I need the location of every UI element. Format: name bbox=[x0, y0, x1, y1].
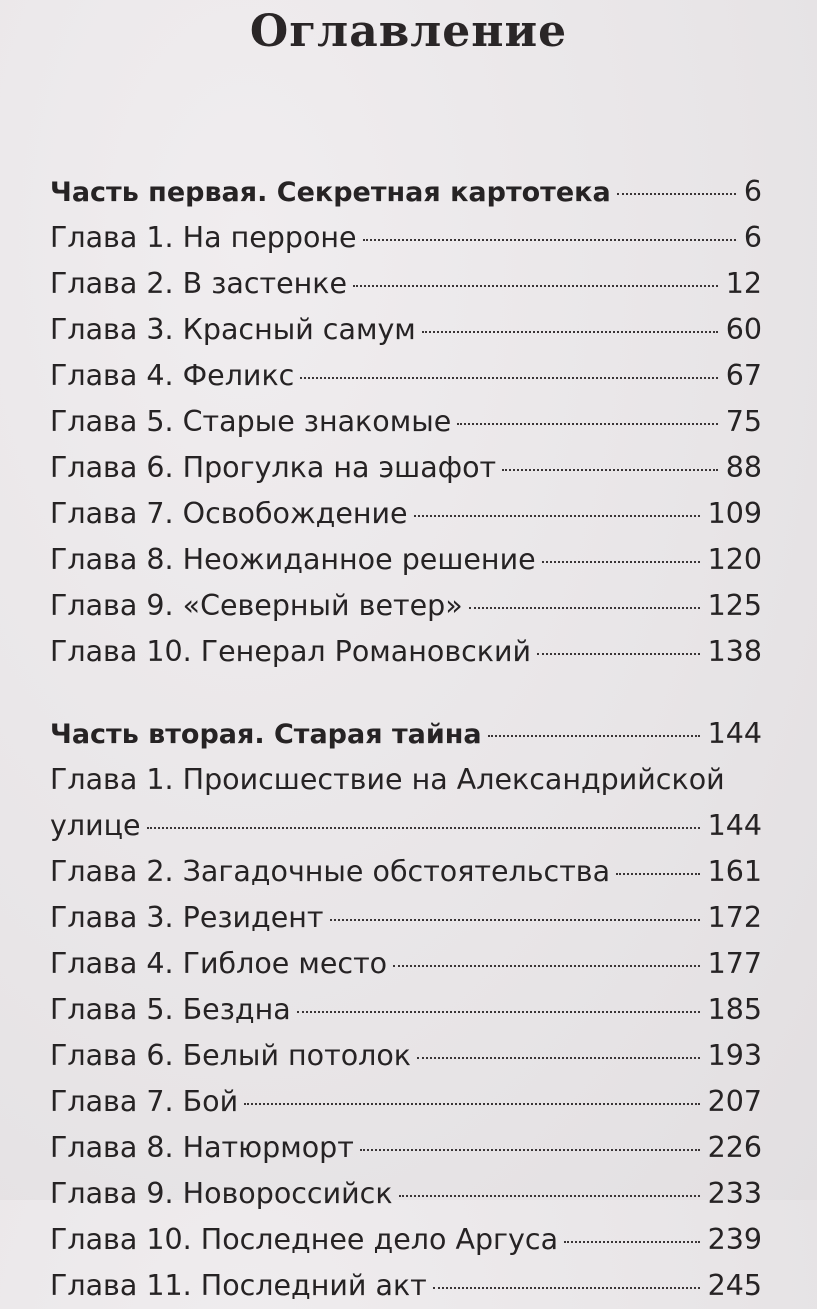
page-number: 75 bbox=[725, 405, 762, 438]
chapter-title: Глава 10. Последнее дело Аргуса bbox=[50, 1223, 559, 1256]
chapter-title: Глава 9. «Северный ветер» bbox=[50, 589, 463, 622]
toc-entry bbox=[50, 1079, 762, 1125]
page-number: 226 bbox=[707, 1131, 762, 1164]
page-title: Оглавление bbox=[249, 6, 568, 57]
chapter-title: Глава 11. Последний акт bbox=[50, 1269, 427, 1302]
toc-part-heading bbox=[50, 711, 762, 757]
dot-leader bbox=[469, 607, 700, 609]
toc-entry bbox=[50, 1125, 762, 1171]
dot-leader bbox=[488, 735, 700, 737]
page-number: 120 bbox=[707, 543, 762, 576]
page-number: 239 bbox=[707, 1223, 762, 1256]
chapter-title: Глава 4. Гиблое место bbox=[50, 947, 388, 980]
toc-entry bbox=[50, 583, 762, 629]
dot-leader bbox=[363, 239, 736, 241]
dot-leader bbox=[399, 1195, 700, 1197]
chapter-title: Глава 3. Резидент bbox=[50, 901, 324, 934]
dot-leader bbox=[457, 423, 718, 425]
page-number: 67 bbox=[725, 359, 762, 392]
dot-leader bbox=[300, 377, 717, 379]
page-number: 125 bbox=[707, 589, 762, 622]
toc-entry bbox=[50, 445, 762, 491]
toc-entry bbox=[50, 803, 762, 849]
toc-entry bbox=[50, 1263, 762, 1309]
page-number: 144 bbox=[707, 809, 762, 842]
toc-part-heading bbox=[50, 169, 762, 215]
toc-entry bbox=[50, 537, 762, 583]
dot-leader bbox=[244, 1103, 699, 1105]
chapter-title: Глава 2. В застенке bbox=[50, 267, 348, 300]
section-spacer bbox=[50, 675, 762, 711]
chapter-title: Глава 7. Освобождение bbox=[50, 497, 408, 530]
dot-leader bbox=[502, 469, 718, 471]
dot-leader bbox=[564, 1241, 700, 1243]
toc-entry bbox=[50, 895, 762, 941]
chapter-title: Глава 8. Натюрморт bbox=[50, 1131, 354, 1164]
toc-entry bbox=[50, 399, 762, 445]
toc-entry bbox=[50, 491, 762, 537]
dot-leader bbox=[297, 1011, 700, 1013]
toc-entry bbox=[50, 353, 762, 399]
dot-leader bbox=[414, 515, 700, 517]
chapter-title: Глава 2. Загадочные обстоятельства bbox=[50, 855, 611, 888]
part-title: Часть первая. Секретная картотека bbox=[50, 177, 611, 208]
dot-leader bbox=[537, 653, 700, 655]
chapter-title: Глава 9. Новороссийск bbox=[50, 1177, 393, 1210]
chapter-title: Глава 5. Бездна bbox=[50, 993, 291, 1026]
page-number: 161 bbox=[707, 855, 762, 888]
toc-entry bbox=[50, 941, 762, 987]
toc-entry bbox=[50, 987, 762, 1033]
dot-leader bbox=[393, 965, 699, 967]
toc-entry bbox=[50, 307, 762, 353]
page-number: 172 bbox=[707, 901, 762, 934]
toc-entry bbox=[50, 1217, 762, 1263]
chapter-title: Глава 8. Неожиданное решение bbox=[50, 543, 536, 576]
chapter-title: Глава 6. Прогулка на эшафот bbox=[50, 451, 497, 484]
part-title: Часть вторая. Старая тайна bbox=[50, 719, 482, 750]
chapter-title: Глава 6. Белый потолок bbox=[50, 1039, 411, 1072]
page-number: 138 bbox=[707, 635, 762, 668]
page-number: 207 bbox=[707, 1085, 762, 1118]
page-number: 245 bbox=[707, 1269, 762, 1302]
dot-leader bbox=[433, 1287, 700, 1289]
dot-leader bbox=[360, 1149, 700, 1151]
chapter-title: улице bbox=[50, 809, 141, 842]
page-number: 6 bbox=[743, 175, 762, 208]
chapter-title: Глава 10. Генерал Романовский bbox=[50, 635, 532, 668]
page-number: 233 bbox=[707, 1177, 762, 1210]
dot-leader bbox=[422, 331, 718, 333]
toc-entry bbox=[50, 1171, 762, 1217]
dot-leader bbox=[617, 193, 736, 195]
chapter-title-line1: Глава 1. Происшествие на Александрийской bbox=[50, 763, 725, 796]
page-number: 144 bbox=[707, 717, 762, 750]
toc-entry bbox=[50, 261, 762, 307]
page-number: 88 bbox=[725, 451, 762, 484]
page-number: 6 bbox=[743, 221, 762, 254]
dot-leader bbox=[417, 1057, 700, 1059]
page-number: 185 bbox=[707, 993, 762, 1026]
chapter-title: Глава 1. На перроне bbox=[50, 221, 357, 254]
dot-leader bbox=[147, 827, 700, 829]
toc-entry bbox=[50, 849, 762, 895]
dot-leader bbox=[616, 873, 700, 875]
toc-entry bbox=[50, 1033, 762, 1079]
page-number: 177 bbox=[707, 947, 762, 980]
dot-leader bbox=[353, 285, 718, 287]
page-number: 12 bbox=[725, 267, 762, 300]
chapter-title: Глава 7. Бой bbox=[50, 1085, 239, 1118]
page-number: 193 bbox=[707, 1039, 762, 1072]
table-of-contents bbox=[50, 169, 762, 1309]
dot-leader bbox=[542, 561, 700, 563]
chapter-title: Глава 4. Феликс bbox=[50, 359, 295, 392]
page-number: 60 bbox=[725, 313, 762, 346]
dot-leader bbox=[330, 919, 700, 921]
toc-entry-line bbox=[50, 757, 762, 803]
chapter-title: Глава 5. Старые знакомые bbox=[50, 405, 452, 438]
page-number: 109 bbox=[707, 497, 762, 530]
toc-entry bbox=[50, 215, 762, 261]
chapter-title: Глава 3. Красный самум bbox=[50, 313, 416, 346]
toc-entry bbox=[50, 629, 762, 675]
